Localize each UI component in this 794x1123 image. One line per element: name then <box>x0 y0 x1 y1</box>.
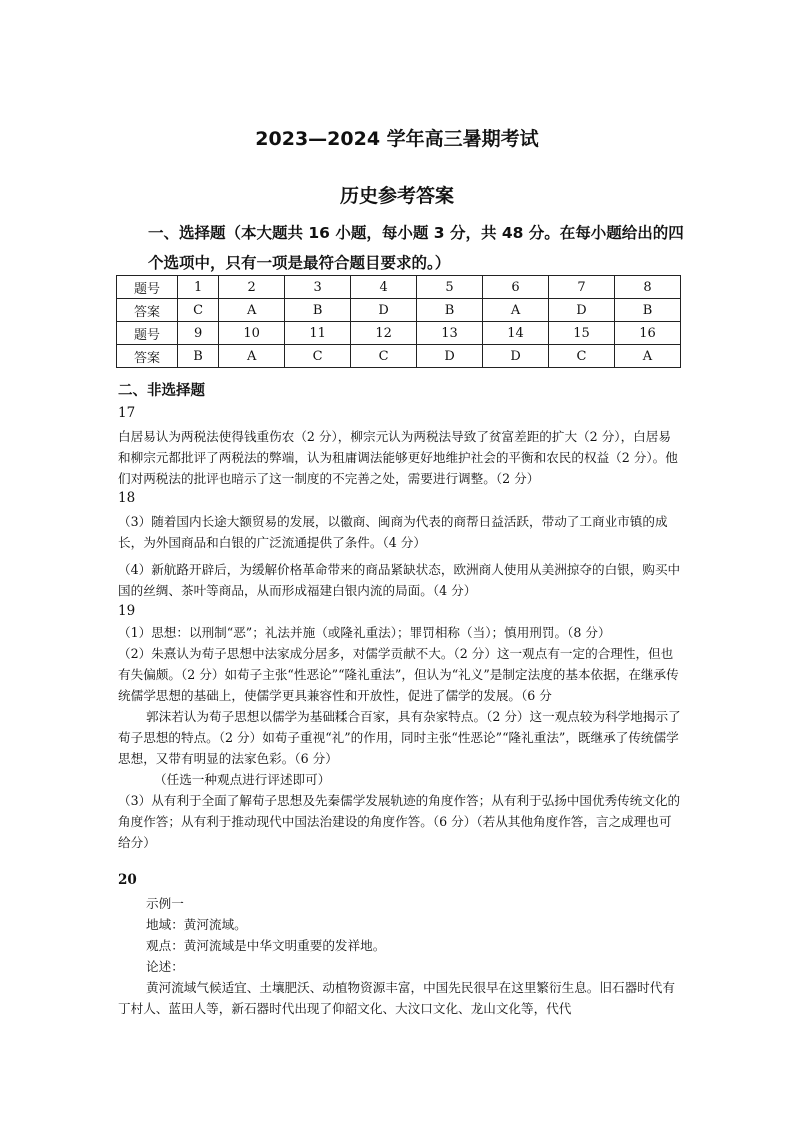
answer-table <box>116 275 681 368</box>
table-row <box>117 345 681 368</box>
row-label: 题号 <box>117 276 178 299</box>
answer-cell: A <box>614 345 680 368</box>
answer-cell: D <box>549 299 615 322</box>
question-number: 12 <box>351 322 417 345</box>
answer-cell: D <box>417 345 483 368</box>
answer-paragraph: 郭沫若认为荀子思想以儒学为基础糅合百家，具有杂家特点。（2 分）这一观点较为科学地揭示了荀子思想的特点。（2 分）如荀子重视“礼”的作用，同时主张“性恶论”“隆礼重法”，既继承了传统儒学思想，又带有明显的法家色彩。（6 分） <box>118 709 681 766</box>
answer-cell: B <box>417 299 483 322</box>
section1-heading: 一、选择题（本大题共 16 小题，每小题 3 分，共 48 分。在每小题给出的四个选项中，只有一项是最符合题目要求的。） <box>148 224 684 272</box>
answer-cell: A <box>219 345 285 368</box>
answer-cell: B <box>285 299 351 322</box>
answer-cell: D <box>483 345 549 368</box>
question-19-number: 19 <box>118 603 136 619</box>
question-number: 11 <box>285 322 351 345</box>
answer-paragraph: （3）随着国内长途大额贸易的发展，以徽商、闽商为代表的商帮日益活跃，带动了工商业市镇的成长，为外国商品和白银的广泛流通提供了条件。（4 分） <box>118 514 668 550</box>
answer-cell: A <box>483 299 549 322</box>
question-19-answer <box>118 622 683 853</box>
answer-cell: D <box>351 299 417 322</box>
question-number: 10 <box>219 322 285 345</box>
table-row <box>117 299 681 322</box>
question-20-answer <box>118 893 683 1019</box>
question-18-answer-part2 <box>118 559 683 601</box>
example-label: 示例一 <box>146 896 184 911</box>
answer-cell: C <box>351 345 417 368</box>
answer-cell: C <box>549 345 615 368</box>
answer-subtitle: 历史参考答案 <box>339 185 454 207</box>
answer-cell: A <box>219 299 285 322</box>
answer-paragraph: 黄河流域气候适宜、土壤肥沃、动植物资源丰富，中国先民很早在这里繁衍生息。旧石器时代有丁村人、蓝田人等，新石器时代出现了仰韶文化、大汶口文化、龙山文化等，代代 <box>118 980 675 1016</box>
question-number: 2 <box>219 276 285 299</box>
argue-label: 论述： <box>146 959 184 974</box>
answer-paragraph: （1）思想：以刑制“恶”；礼法并施（或隆礼重法）；罪罚相称（当）；慎用刑罚。（8 分） <box>118 625 611 640</box>
question-18-answer <box>118 511 683 553</box>
question-number: 13 <box>417 322 483 345</box>
question-number: 3 <box>285 276 351 299</box>
answer-cell: B <box>614 299 680 322</box>
answer-note: （任选一种观点进行评述即可） <box>154 772 331 787</box>
region-line: 地域：黄河流域。 <box>146 917 247 932</box>
answer-paragraph: （2）朱熹认为荀子思想中法家成分居多，对儒学贡献不大。（2 分）这一观点有一定的合理性，但也有失偏颇。（2 分）如荀子主张“性恶论”“隆礼重法”，但认为“礼义”是制定法度的基本依据，在继承传统儒学思想的基础上，使儒学更具兼容性和开放性，促进了儒学的发展。（6 分 <box>118 646 679 703</box>
question-number: 1 <box>178 276 219 299</box>
question-number: 4 <box>351 276 417 299</box>
question-18-number: 18 <box>118 490 136 506</box>
question-number: 9 <box>178 322 219 345</box>
table-row <box>117 276 681 299</box>
question-17-answer <box>118 426 683 489</box>
question-number: 5 <box>417 276 483 299</box>
answer-cell: C <box>285 345 351 368</box>
question-number: 7 <box>549 276 615 299</box>
answer-cell: C <box>178 299 219 322</box>
answer-paragraph: 白居易认为两税法使得钱重伤农（2 分），柳宗元认为两税法导致了贫富差距的扩大（2 分），白居易和柳宗元都批评了两税法的弊端，认为租庸调法能够更好地维护社会的平衡和农民的权益（2 分）。他们对两税法的批评也暗示了这一制度的不完善之处，需要进行调整。（2 分） <box>118 429 678 486</box>
answer-cell: B <box>178 345 219 368</box>
answer-paragraph: （4）新航路开辟后，为缓解价格革命带来的商品紧缺状态，欧洲商人使用从美洲掠夺的白银，购买中国的丝绸、茶叶等商品，从而形成福建白银内流的局面。（4 分） <box>118 562 681 598</box>
exam-title: 2023—2024 学年高三暑期考试 <box>255 128 539 150</box>
row-label: 答案 <box>117 345 178 368</box>
table-row <box>117 322 681 345</box>
question-number: 15 <box>549 322 615 345</box>
question-number: 14 <box>483 322 549 345</box>
question-number: 8 <box>614 276 680 299</box>
view-line: 观点：黄河流域是中华文明重要的发祥地。 <box>146 938 386 953</box>
question-20-number: 20 <box>118 872 137 888</box>
row-label: 题号 <box>117 322 178 345</box>
answer-paragraph: （3）从有利于全面了解荀子思想及先秦儒学发展轨迹的角度作答；从有利于弘扬中国优秀传统文化的角度作答；从有利于推动现代中国法治建设的角度作答。（6 分）（若从其他角度作答，言之成理也可给分） <box>118 793 681 850</box>
row-label: 答案 <box>117 299 178 322</box>
question-number: 16 <box>614 322 680 345</box>
section2-heading: 二、非选择题 <box>118 383 205 399</box>
question-17-number: 17 <box>118 405 136 421</box>
question-number: 6 <box>483 276 549 299</box>
